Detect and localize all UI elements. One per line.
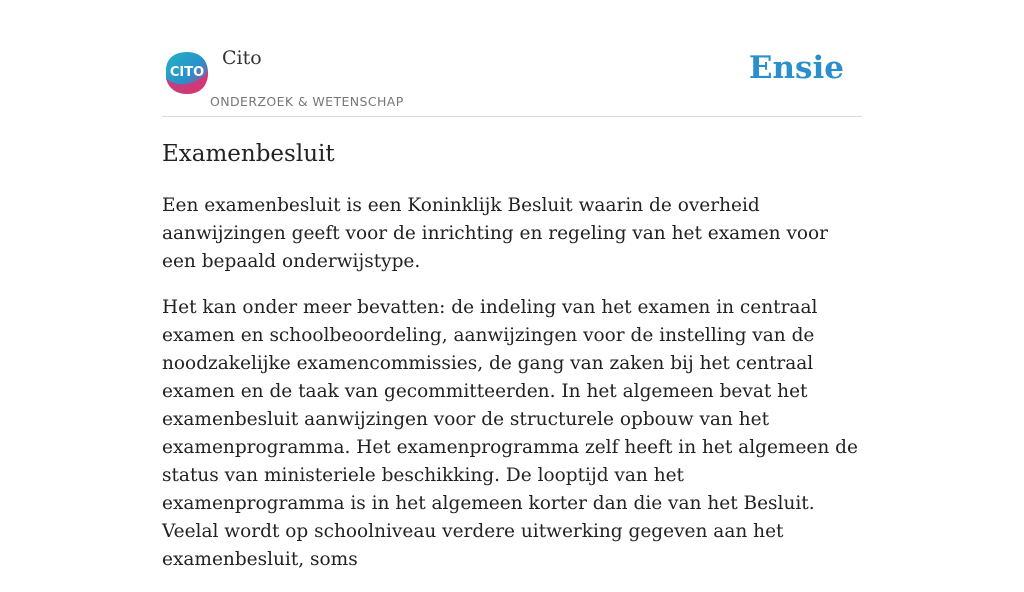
logo-text: CITO	[169, 65, 205, 80]
site-header	[162, 40, 862, 117]
org-name[interactable]: Cito	[222, 47, 262, 69]
ensie-brand-link[interactable]: Ensie	[748, 50, 844, 86]
article-paragraph-1: Een examenbesluit is een Koninklijk Besluit waarin de overheid aanwijzingen geeft voor de inrichting en regeling van het examen voor een bepaald onderwijstype.	[162, 195, 829, 272]
article	[162, 138, 862, 592]
cito-logo-icon[interactable]	[164, 50, 210, 96]
article-title: Examenbesluit	[162, 141, 335, 167]
article-paragraph-2: Het kan onder meer bevatten: de indeling van het examen in centraal examen en schoolbeoordeling, aanwijzingen voor de instelling van de noodzakelijke examencommissies, de gang van zaken bij het centraal examen en de taak van gecommitteerden. In het algemeen bevat het examenbesluit aanwijzingen voor de structurele opbouw van het examenprogramma. Het examenprogramma zelf heeft in het algemeen de status van ministeriele beschikking. De looptijd van het examenprogramma is in het algemeen korter dan die van het Besluit. Veelal wordt op schoolniveau verdere uitwerking gegeven aan het examenbesluit, soms	[162, 297, 858, 570]
org-subtitle: ONDERZOEK & WETENSCHAP	[210, 94, 404, 109]
